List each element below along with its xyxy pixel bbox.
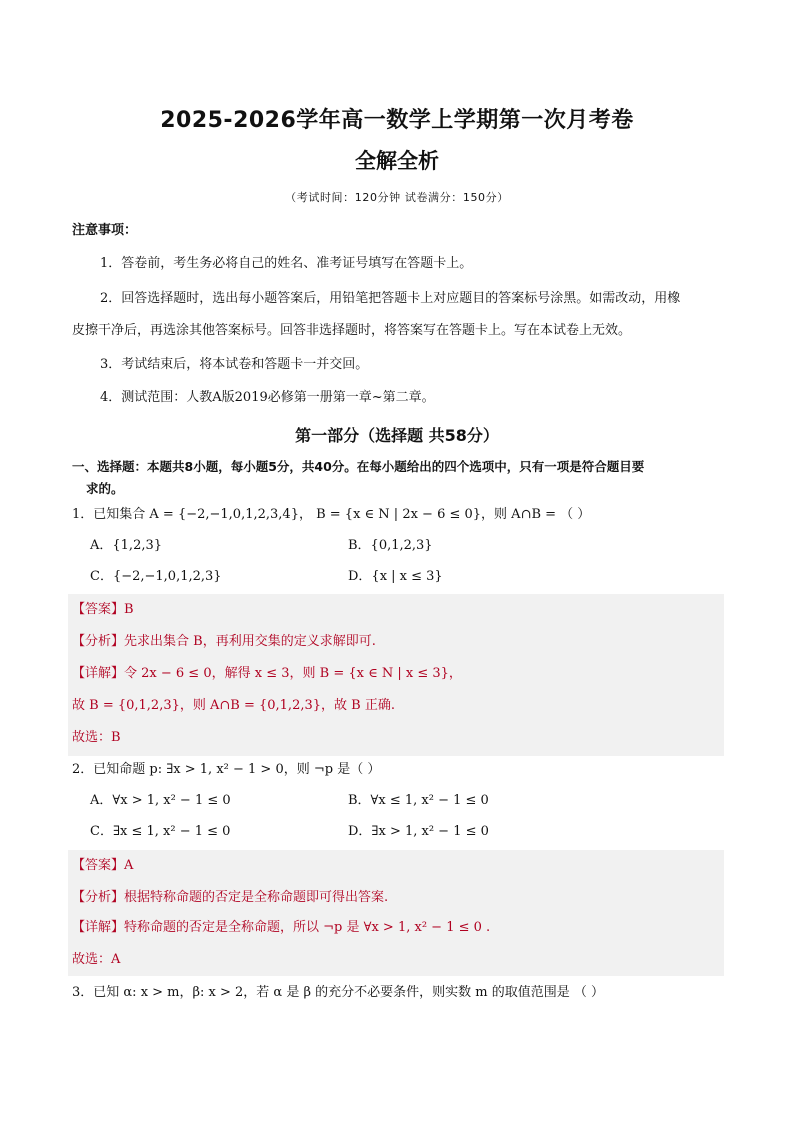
notice-item-4: 4．测试范围：人教A版2019必修第一册第一章~第二章。 [100, 390, 435, 405]
q2-choice: 故选：A [72, 952, 121, 967]
part1-instruction-line-2: 求的。 [86, 481, 124, 496]
q2-option-d: D．∃x > 1, x² − 1 ≤ 0 [348, 824, 489, 839]
q1-answer-line [72, 600, 134, 620]
q1-choice: 故选：B [72, 730, 121, 745]
q1-answer: B [124, 602, 134, 617]
q2-analysis-tag: 【分析】 [72, 890, 125, 905]
q1-answer-block [68, 594, 724, 756]
q1-detail-tag: 【详解】 [72, 666, 125, 681]
q2-option-c: C．∃x ≤ 1, x² − 1 ≤ 0 [90, 824, 231, 839]
q2-detail-tag: 【详解】 [72, 920, 125, 935]
q2-answer-block [68, 850, 724, 976]
q2-analysis: 根据特称命题的否定是全称命题即可得出答案. [124, 890, 389, 905]
exam-subtitle: 全解全析 [355, 149, 439, 173]
q2-detail-1: 特称命题的否定是全称命题，所以 ¬p 是 ∀x > 1, x² − 1 ≤ 0 . [124, 920, 491, 935]
q1-option-b: B．{0,1,2,3} [348, 538, 433, 553]
q2-answer-line [72, 856, 133, 876]
part1-instruction-line-1: 一、选择题：本题共8小题，每小题5分，共40分。在每小题给出的四个选项中，只有一项是符合题目要 [72, 459, 645, 474]
q1-option-c: C．{−2,−1,0,1,2,3} [90, 569, 222, 584]
notice-item-3: 3．考试结束后，将本试卷和答题卡一并交回。 [100, 357, 369, 372]
q1-stem: 1．已知集合 A = {−2,−1,0,1,2,3,4}， B = {x ∈ N | 2x − 6 ≤ 0}，则 A∩B = （ ） [72, 507, 591, 522]
q2-answer-tag: 【答案】 [72, 858, 125, 873]
q2-stem: 2．已知命题 p: ∃x > 1, x² − 1 > 0，则 ¬p 是（ ） [72, 762, 381, 777]
q1-option-d: D．{x | x ≤ 3} [348, 569, 443, 584]
q1-analysis-line [72, 632, 376, 652]
exam-info: （考试时间：120分钟 试卷满分：150分） [285, 191, 509, 204]
q1-analysis-tag: 【分析】 [72, 634, 125, 649]
q3-stem: 3．已知 α: x > m，β: x > 2，若 α 是 β 的充分不必要条件，则实数 m 的取值范围是 （ ） [72, 985, 604, 1000]
q2-analysis-line [72, 888, 388, 908]
part1-heading: 第一部分（选择题 共58分） [295, 426, 499, 445]
q1-detail-2: 故 B = {0,1,2,3}，则 A∩B = {0,1,2,3}，故 B 正确. [72, 698, 395, 713]
notice-heading: 注意事项： [72, 223, 138, 238]
notice-item-2-line-1: 2．回答选择题时，选出每小题答案后，用铅笔把答题卡上对应题目的答案标号涂黑。如需改动，用橡 [100, 291, 681, 306]
exam-title: 2025-2026学年高一数学上学期第一次月考卷 [160, 108, 634, 133]
q1-detail-line-1 [72, 664, 462, 684]
q1-option-a: A．{1,2,3} [90, 538, 163, 553]
notice-item-2-line-2: 皮擦干净后，再选涂其他答案标号。回答非选择题时，将答案写在答题卡上。写在本试卷上无效。 [72, 323, 632, 338]
notice-item-1: 1．答卷前，考生务必将自己的姓名、准考证号填写在答题卡上。 [100, 256, 473, 271]
q1-analysis: 先求出集合 B，再利用交集的定义求解即可. [124, 634, 376, 649]
q1-detail-1: 令 2x − 6 ≤ 0，解得 x ≤ 3，则 B = {x ∈ N | x ≤ 3}， [124, 666, 462, 681]
q2-option-a: A．∀x > 1, x² − 1 ≤ 0 [90, 793, 231, 808]
q2-detail-line [72, 918, 490, 938]
q2-option-b: B．∀x ≤ 1, x² − 1 ≤ 0 [348, 793, 489, 808]
q1-answer-tag: 【答案】 [72, 602, 125, 617]
q2-answer: A [124, 858, 134, 873]
